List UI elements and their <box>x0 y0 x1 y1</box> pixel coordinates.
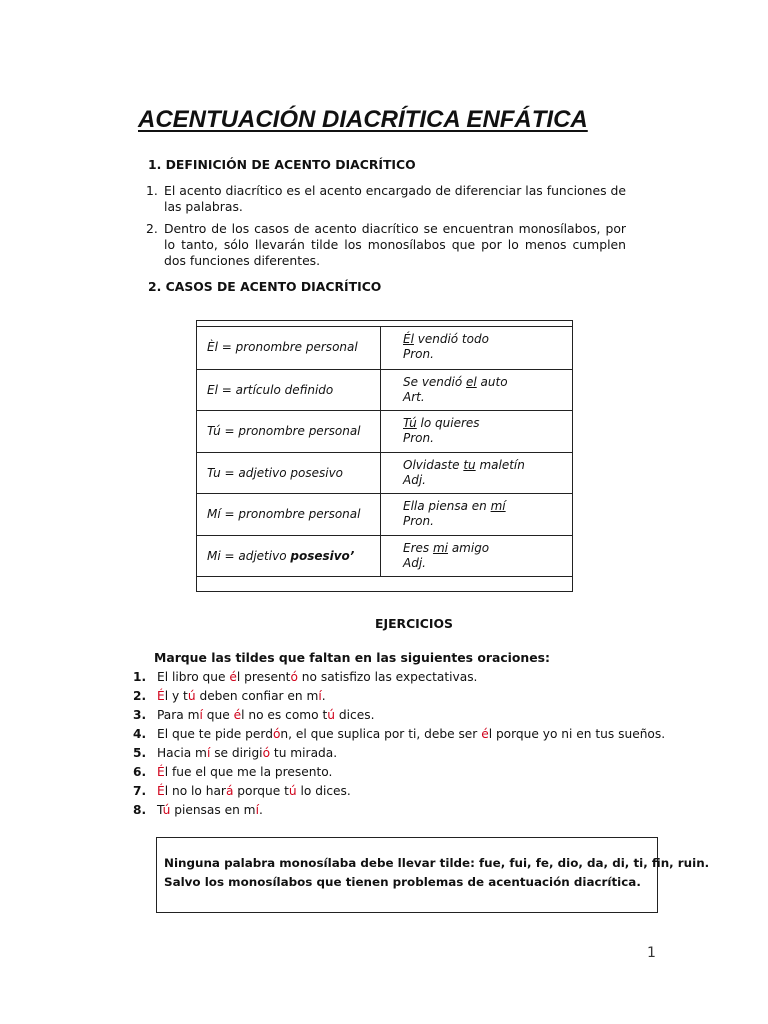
table-definition-cell: El = artículo definido <box>207 382 334 397</box>
accent-mark: ó <box>272 727 281 741</box>
example-keyword: mi <box>432 540 448 555</box>
example-category: Adj. <box>403 472 426 487</box>
sentence-text: tu mirada. <box>270 746 338 760</box>
table-definition-cell: Èl = pronombre personal <box>207 340 358 354</box>
definition-item <box>146 221 626 269</box>
definition-text: Mi = adjetivo <box>207 548 291 563</box>
sentence-text: T <box>157 803 163 817</box>
sentence-text: l fue el que me la presento. <box>164 765 333 779</box>
table-row <box>197 493 572 534</box>
accent-mark: é <box>233 708 242 722</box>
table-example-cell <box>403 541 489 571</box>
example-text: auto <box>476 374 508 389</box>
exercise-number: 4. <box>133 727 147 741</box>
table-row <box>197 369 572 410</box>
section2-heading: 2. CASOS DE ACENTO DIACRÍTICO <box>148 279 382 294</box>
example-sentence <box>403 541 489 556</box>
sentence-text: lo dices. <box>296 784 351 798</box>
example-text: Se vendió <box>403 374 467 389</box>
sentence-text: l porque yo ni en tus sueños. <box>488 727 666 741</box>
example-text: Eres <box>403 540 433 555</box>
accent-mark: í <box>199 708 203 722</box>
exercise-number: 7. <box>133 784 147 798</box>
section1-heading: 1. DEFINICIÓN DE ACENTO DIACRÍTICO <box>148 157 416 172</box>
sentence-text: deben confiar en m <box>195 689 319 703</box>
exercise-sentence <box>133 801 665 820</box>
exercise-sentence <box>133 668 665 687</box>
table-definition-cell: Tú = pronombre personal <box>207 424 361 438</box>
sentence-text: se dirigi <box>210 746 263 760</box>
example-category: Pron. <box>403 431 434 445</box>
accent-mark: ú <box>288 784 297 798</box>
definition-emphasis: posesivo’ <box>290 548 355 563</box>
page-title: ACENTUACIÓN DIACRÍTICA ENFÁTICA <box>138 106 588 133</box>
table-example-cell <box>403 458 525 488</box>
table-row <box>197 327 572 368</box>
exercise-sentence <box>133 687 665 706</box>
accent-mark: é <box>229 670 237 684</box>
exercise-number: 6. <box>133 765 147 779</box>
example-text: Ella piensa en <box>403 499 491 513</box>
sentence-text: l no lo har <box>164 784 226 798</box>
example-text: maletín <box>475 457 525 472</box>
sentence-text: no satisfizo las expectativas. <box>297 670 478 684</box>
example-category: Adj. <box>403 555 426 570</box>
exercise-sentence <box>133 763 665 782</box>
sentence-text: El libro que <box>157 670 230 684</box>
sentence-text: l present <box>236 670 291 684</box>
example-text: amigo <box>448 540 490 555</box>
sentence-text: porque t <box>233 784 289 798</box>
table-example-cell <box>403 375 508 405</box>
definition-item <box>146 183 626 215</box>
note-box <box>156 837 710 913</box>
note-line-2: Salvo los monosílabos que tienen problemas de acentuación diacrítica. <box>164 875 641 889</box>
definition-number: 2. <box>146 221 158 236</box>
sentence-text: n, el que suplica por ti, debe ser <box>280 727 482 741</box>
sentence-text: Para m <box>157 708 200 722</box>
definition-text: El acento diacrítico es el acento encargado de diferenciar las funciones de las palabras. <box>164 183 626 214</box>
example-sentence <box>403 332 489 347</box>
example-sentence <box>403 375 508 390</box>
accent-mark: É <box>157 784 165 798</box>
table-definition-cell: Tu = adjetivo posesivo <box>207 465 344 480</box>
definition-list <box>146 183 626 275</box>
exercise-sentence <box>133 706 665 725</box>
table-example-cell <box>403 332 489 362</box>
accent-mark: í <box>206 746 211 760</box>
exercises-heading: EJERCICIOS <box>375 616 453 631</box>
table-definition-cell <box>207 549 354 563</box>
table-row <box>197 535 572 576</box>
sentence-text: piensas en m <box>170 803 256 817</box>
note-line-1: Ninguna palabra monosílaba debe llevar tilde: fue, fui, fe, dio, da, di, ti, fin, ruin. <box>164 856 710 870</box>
accent-mark: ó <box>262 746 271 760</box>
example-text: lo quieres <box>416 416 480 430</box>
example-text: Olvidaste <box>403 457 464 472</box>
accent-mark: í <box>255 803 259 817</box>
exercise-sentence <box>133 725 665 744</box>
exercise-number: 5. <box>133 746 147 760</box>
table-example-cell <box>403 499 506 529</box>
example-sentence <box>403 458 525 473</box>
sentence-text: dices. <box>335 708 375 722</box>
exercise-number: 1. <box>133 670 147 684</box>
sentence-text: . <box>258 803 263 817</box>
accent-mark: á <box>225 784 234 798</box>
example-keyword: tu <box>463 457 476 472</box>
definition-text: Dentro de los casos de acento diacrítico se encuentran monosílabos, por lo tanto, sólo llevarán tilde los monosílabos que por lo menos cumplen dos funciones diferentes. <box>164 221 626 268</box>
diacritic-table <box>196 320 573 592</box>
sentence-text: El que te pide perd <box>157 727 273 741</box>
example-keyword: Tú <box>403 416 417 430</box>
accent-mark: í <box>318 689 322 703</box>
definition-number: 1. <box>146 183 158 198</box>
table-row <box>197 410 572 451</box>
exercises-instruction: Marque las tildes que faltan en las siguientes oraciones: <box>154 650 550 665</box>
accent-mark: ó <box>290 670 298 684</box>
accent-mark: ú <box>187 689 196 703</box>
sentence-text: l no es como t <box>241 708 328 722</box>
exercise-sentence <box>133 782 665 801</box>
example-keyword: Él <box>403 332 414 346</box>
exercise-number: 8. <box>133 803 147 817</box>
example-text: vendió todo <box>413 332 489 346</box>
sentence-text: . <box>321 689 326 703</box>
sentence-text: Hacia m <box>157 746 207 760</box>
example-keyword: mí <box>490 499 506 513</box>
example-sentence <box>403 499 506 514</box>
accent-mark: ú <box>162 803 171 817</box>
example-category: Pron. <box>403 514 434 528</box>
table-row <box>197 452 572 493</box>
page-number: 1 <box>647 945 656 961</box>
sentence-text: l y t <box>164 689 188 703</box>
exercise-number: 2. <box>133 689 147 703</box>
table-definition-cell: Mí = pronombre personal <box>207 507 361 521</box>
exercise-list <box>133 668 665 820</box>
example-keyword: el <box>466 374 477 389</box>
exercise-sentence <box>133 744 665 763</box>
accent-mark: É <box>157 689 165 703</box>
exercise-number: 3. <box>133 708 147 722</box>
sentence-text: que <box>202 708 234 722</box>
table-example-cell <box>403 416 480 446</box>
accent-mark: é <box>481 727 489 741</box>
example-category: Pron. <box>403 347 434 361</box>
accent-mark: ú <box>327 708 336 722</box>
example-category: Art. <box>403 389 425 404</box>
example-sentence <box>403 416 480 431</box>
accent-mark: É <box>157 765 165 779</box>
